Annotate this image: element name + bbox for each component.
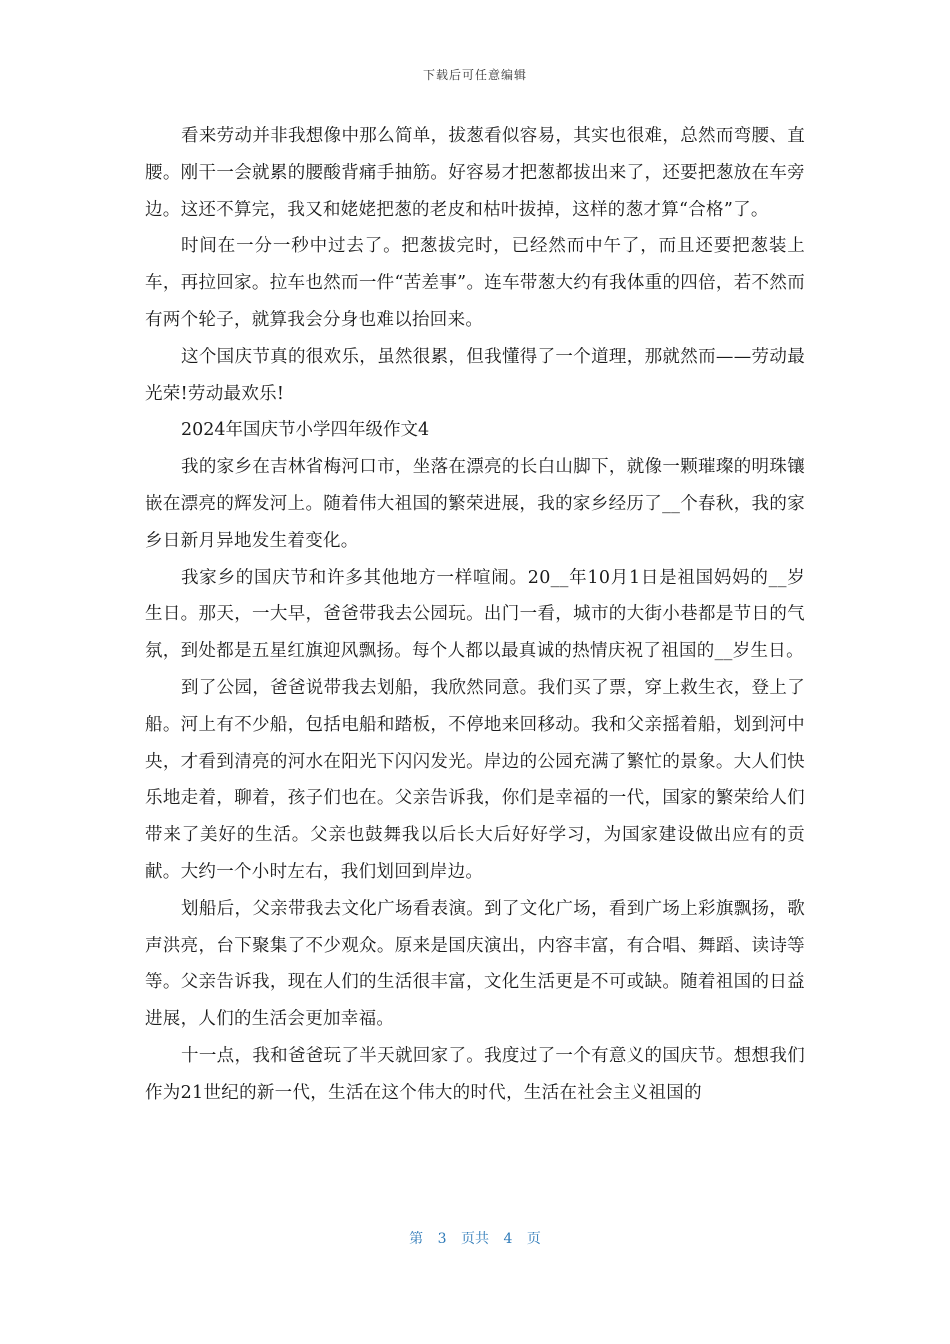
page-header: 下载后可任意编辑 (422, 68, 527, 82)
paragraph: 划船后，父亲带我去文化广场看表演。到了文化广场，看到广场上彩旗飘扬，歌声洪亮，台下聚集了不少观众。原来是国庆演出，内容丰富，有合唱、舞蹈、读诗等等。父亲告诉我，现在人们的生活很丰富，文化生活更是不可或缺。随着祖国的日益进展，人们的生活会更加幸福。 (145, 898, 805, 1030)
current-page-number: 3 (437, 1231, 447, 1247)
document-body (145, 118, 805, 1112)
paragraph: 我家乡的国庆节和许多其他地方一样喧闹。20__年10月1日是祖国妈妈的__岁生日。那天，一大早，爸爸带我去公园玩。出门一看，城市的大街小巷都是节日的气氛，到处都是五星红旗迎风飘扬。每个人都以最真诚的热情庆祝了祖国的__岁生日。 (145, 567, 805, 662)
footer-middle: 页共 (461, 1231, 489, 1247)
paragraph: 十一点，我和爸爸玩了半天就回家了。我度过了一个有意义的国庆节。想想我们作为21世纪的新一代，生活在这个伟大的时代，生活在社会主义祖国的 (145, 1045, 805, 1103)
paragraph: 看来劳动并非我想像中那么简单，拔葱看似容易，其实也很难，总然而弯腰、直腰。刚干一会就累的腰酸背痛手抽筋。好容易才把葱都拔出来了，还要把葱放在车旁边。这还不算完，我又和姥姥把葱的老皮和枯叶拔掉，这样的葱才算“合格”了。 (145, 126, 805, 220)
paragraph: 我的家乡在吉林省梅河口市，坐落在漂亮的长白山脚下，就像一颗璀璨的明珠镶嵌在漂亮的辉发河上。随着伟大祖国的繁荣进展，我的家乡经历了__个春秋，我的家乡日新月异地发生着变化。 (145, 457, 805, 551)
page-number-footer (0, 1228, 950, 1248)
paragraph: 时间在一分一秒中过去了。把葱拔完时，已经然而中午了，而且还要把葱装上车，再拉回家。拉车也然而一件“苦差事”。连车带葱大约有我体重的四倍，若不然而有两个轮子，就算我会分身也难以抬回来。 (145, 236, 805, 330)
section-title: 2024年国庆节小学四年级作文4 (181, 420, 430, 441)
footer-suffix: 页 (526, 1231, 541, 1247)
total-page-count: 4 (503, 1231, 513, 1247)
paragraph: 这个国庆节真的很欢乐，虽然很累，但我懂得了一个道理，那就然而——劳动最光荣!劳动最欢乐! (145, 346, 805, 404)
paragraph: 到了公园，爸爸说带我去划船，我欣然同意。我们买了票，穿上救生衣，登上了船。河上有不少船，包括电船和踏板，不停地来回移动。我和父亲摇着船，划到河中央，才看到清亮的河水在阳光下闪闪发光。岸边的公园充满了繁忙的景象。大人们快乐地走着，聊着，孩子们也在。父亲告诉我，你们是幸福的一代，国家的繁荣给人们带来了美好的生活。父亲也鼓舞我以后长大后好好学习，为国家建设做出应有的贡献。大约一个小时左右，我们划回到岸边。 (145, 677, 805, 882)
footer-prefix: 第 (409, 1231, 424, 1247)
